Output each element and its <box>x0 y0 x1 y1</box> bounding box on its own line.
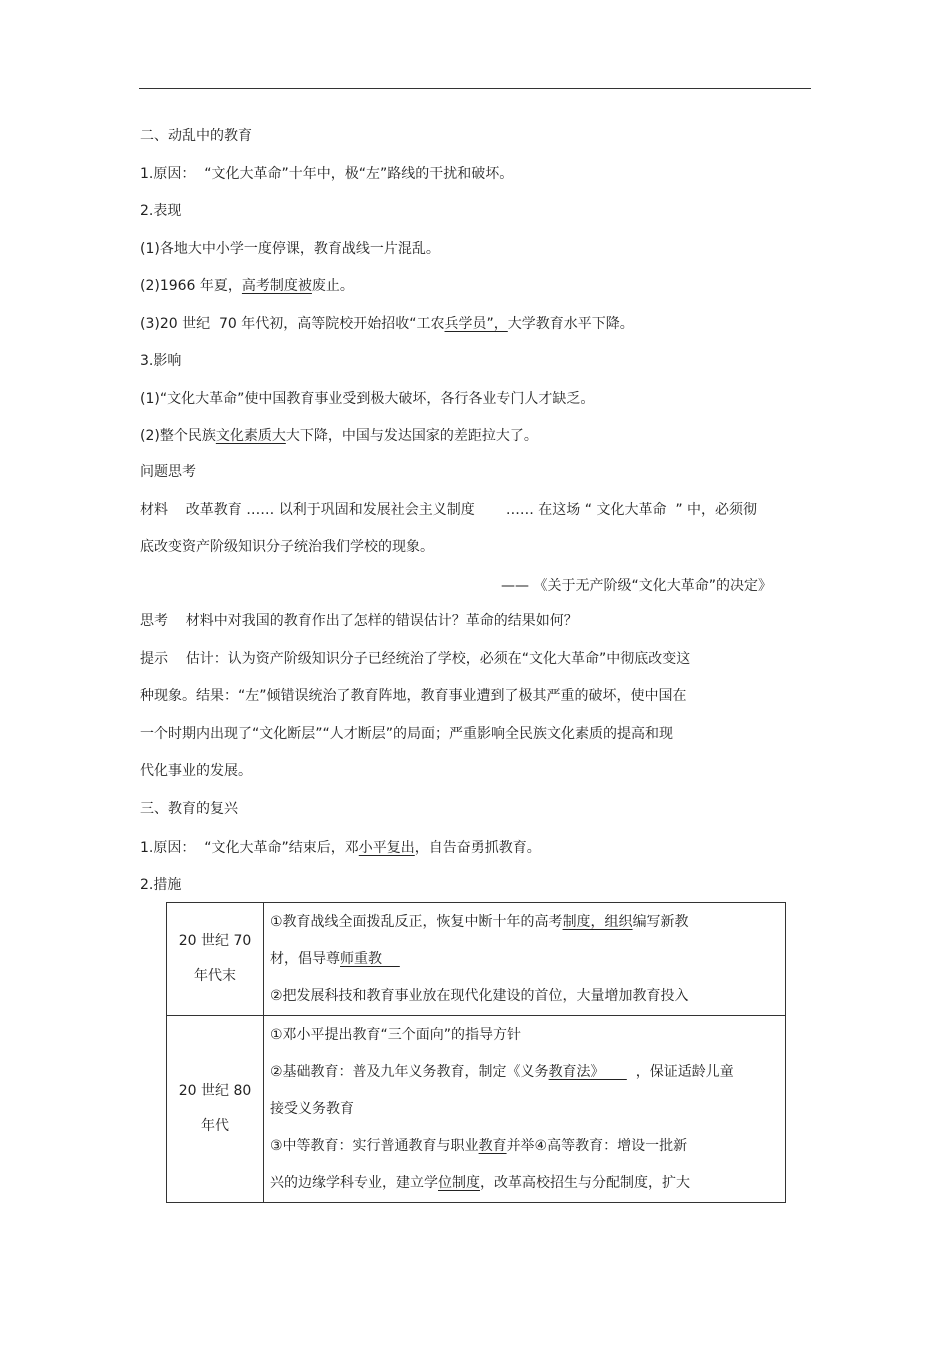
measure-text: ①教育战线全面拨乱反正，恢复中断十年的高考 <box>270 913 563 930</box>
measures-table <box>166 902 786 1203</box>
measure-line <box>270 1165 779 1202</box>
hint-line-3: 一个时期内出现了“文化断层”“人才断层”的局面；严重影响全民族文化素质的提高和现 <box>140 726 674 742</box>
impact2-text: (2)整个民族 <box>140 428 216 444</box>
measure-text: ②基础教育：普及九年义务教育，制定《义务 <box>270 1063 549 1080</box>
era-cell <box>167 903 264 1016</box>
measure-line: 接受义务教育 <box>270 1100 354 1117</box>
measure-underlined: 师重教 <box>340 950 400 967</box>
top-rule <box>139 88 811 89</box>
measure-text: 并举④高等教育：增设一批新 <box>506 1137 688 1154</box>
measure-underlined: 位制度 <box>438 1174 480 1191</box>
measure-line <box>270 1054 779 1091</box>
question-heading: 问题思考 <box>140 464 196 480</box>
impact-item-2 <box>140 427 538 445</box>
measure-text: 材，倡导尊 <box>270 950 340 967</box>
measure-line <box>270 904 779 941</box>
section2-cause <box>140 165 513 183</box>
measure-text: ，改革高校招生与分配制度，扩大 <box>480 1174 690 1191</box>
measure-text: 兴的边缘学科专业，建立学 <box>270 1174 438 1191</box>
perf2-text: (2)1966 年夏， <box>140 278 242 294</box>
measures-heading: 2.措施 <box>140 877 182 893</box>
measure-line <box>270 1128 779 1165</box>
impact-item-1: (1)“文化大革命”使中国教育事业受到极大破坏，各行各业专门人才缺乏。 <box>140 391 595 407</box>
impact2-underlined: 文化素质大 <box>215 428 286 444</box>
impact-heading: 3.影响 <box>140 353 182 369</box>
performance-heading: 2.表现 <box>140 203 182 219</box>
think-question: 思考 材料中对我国的教育作出了怎样的错误估计？革命的结果如何？ <box>140 613 578 629</box>
perf2-tail: 废止。 <box>311 278 354 294</box>
era-line: 年代末 <box>194 968 236 984</box>
section3-cause <box>140 839 541 857</box>
perf2-underlined: 高考制度被 <box>241 278 312 294</box>
perf3-tail: 大学教育水平下降。 <box>507 316 634 332</box>
measure-line <box>270 941 779 978</box>
section2-heading: 二、动乱中的教育 <box>140 128 252 144</box>
cause-text: “文化大革命”十年中，极“左”路线的干扰和破坏。 <box>204 166 514 182</box>
material-source: —— 《关于无产阶级“文化大革命”的决定》 <box>501 578 772 594</box>
measure-line: ②把发展科技和教育事业放在现代化建设的首位，大量增加教育投入 <box>270 987 689 1004</box>
performance-item-3 <box>140 315 634 333</box>
measure-underlined: 教育 <box>478 1137 507 1154</box>
hint-line-4: 代化事业的发展。 <box>140 763 252 779</box>
measure-underlined: 教育法》 <box>548 1063 627 1080</box>
cause-label: 1.原因： <box>140 166 196 182</box>
era-line: 20 世纪 80 <box>178 1083 252 1099</box>
measure-cell <box>264 903 786 1016</box>
measure-text: 编写新教 <box>632 913 689 930</box>
performance-item-1: (1)各地大中小学一度停课，教育战线一片混乱。 <box>140 241 440 257</box>
hint-line-1: 提示 估计：认为资产阶级知识分子已经统治了学校，必须在“文化大革命”中彻底改变这 <box>140 651 691 667</box>
impact2-tail: 大下降，中国与发达国家的差距拉大了。 <box>285 428 538 444</box>
s3-cause-underlined: 小平复出 <box>358 840 415 856</box>
performance-item-2 <box>140 277 354 295</box>
measure-line: ①邓小平提出教育“三个面向”的指导方针 <box>270 1026 522 1043</box>
s3-cause-tail: ，自告奋勇抓教育。 <box>414 840 541 856</box>
measure-text: ③中等教育：实行普通教育与职业 <box>270 1137 479 1154</box>
material-line-1: 材料 改革教育 …… 以利于巩固和发展社会主义制度 …… 在这场 “ 文化大革命 ” 中，必须彻 <box>140 502 758 518</box>
era-cell <box>167 1016 264 1203</box>
measure-cell <box>264 1016 786 1203</box>
perf3-text: (3)20 世纪 70 年代初，高等院校开始招收“工农 <box>140 316 445 332</box>
material-line-2: 底改变资产阶级知识分子统治我们学校的现象。 <box>140 539 434 555</box>
measure-text: ，保证适龄儿童 <box>626 1063 734 1080</box>
table-row <box>167 1016 786 1203</box>
era-line: 年代 <box>201 1118 229 1134</box>
perf3-underlined: 兵学员”， <box>444 316 508 332</box>
hint-line-2: 种现象。结果：“左”倾错误统治了教育阵地，教育事业遭到了极其严重的破坏，使中国在 <box>140 688 687 704</box>
section3-heading: 三、教育的复兴 <box>140 801 238 817</box>
s3-cause-text: 1.原因： “文化大革命”结束后，邓 <box>140 840 359 856</box>
era-line: 20 世纪 70 <box>178 933 252 949</box>
table-row <box>167 903 786 1016</box>
measure-underlined: 制度，组织 <box>562 913 633 930</box>
